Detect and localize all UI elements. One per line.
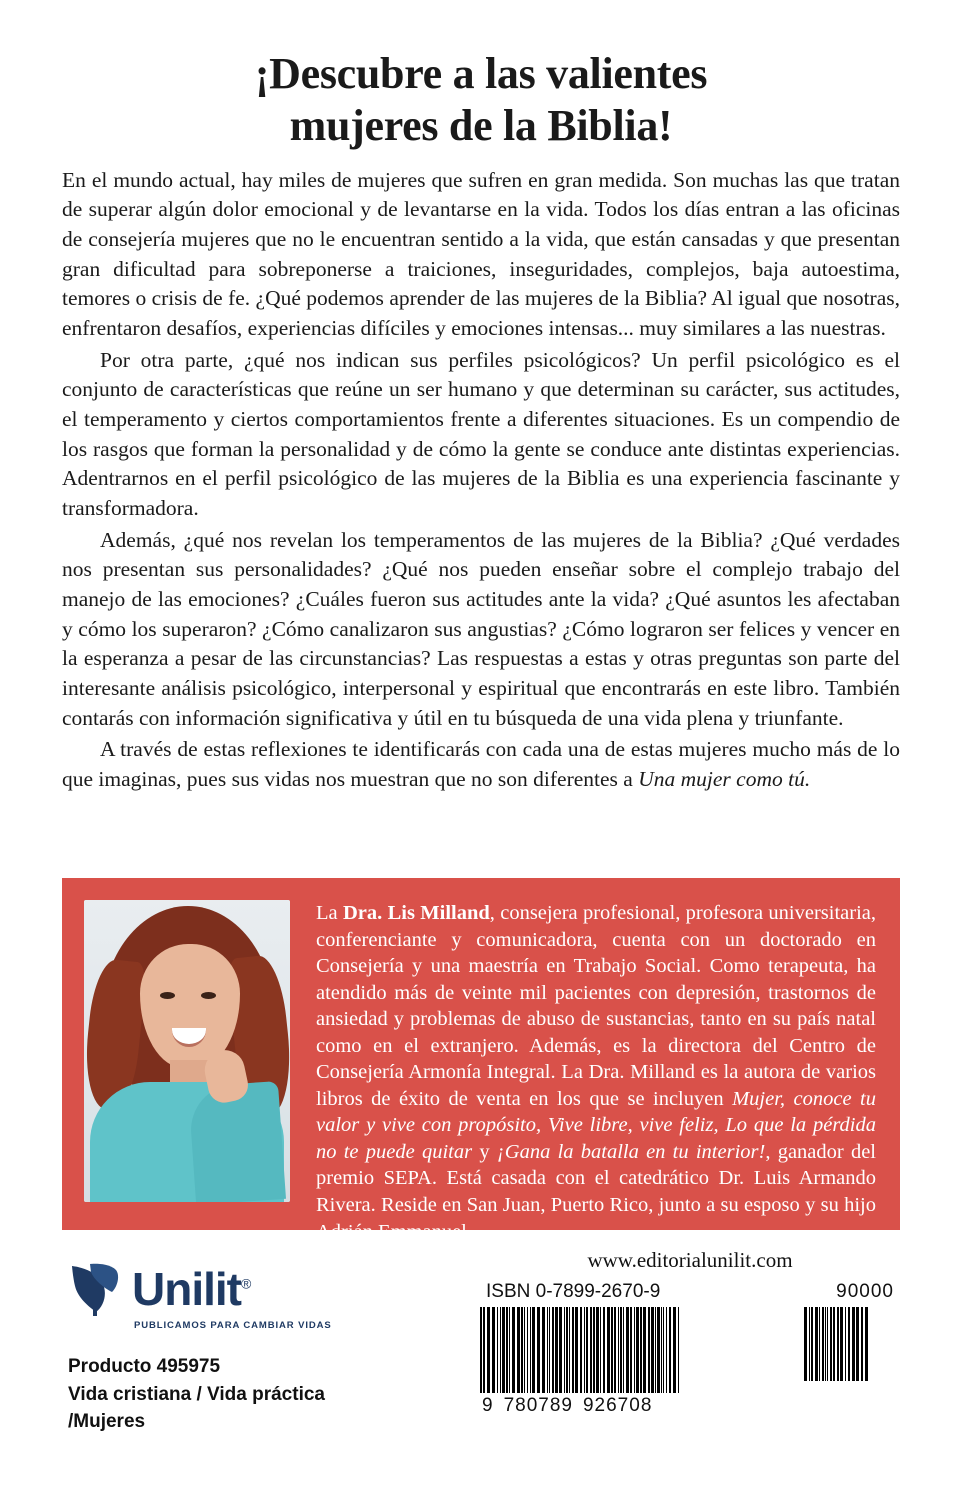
paragraph-4-text: A través de estas reflexiones te identificarás con cada una de estas mujeres mucho más de lo que imaginas, pues sus vidas nos muestran que no son diferentes a [62, 737, 900, 791]
paragraph-4 [62, 735, 900, 794]
headline-line-1: ¡Descubre a las valientes [254, 49, 708, 98]
publisher-block [68, 1260, 398, 1436]
author-portrait-image [84, 900, 290, 1202]
unilit-leaf-icon [68, 1260, 122, 1318]
footer [0, 1248, 962, 1500]
publisher-name: Unilit [132, 1263, 241, 1315]
isbn-block [480, 1248, 900, 1417]
author-bio-band [62, 878, 900, 1243]
bio-middle: , consejera profesional, profesora universitaria, conferenciante y comunicadora, cuenta con un doctorado en Consejería y una maestría en Trabajo Social. Como terapeuta, ha atendido más de veinte mil pacientes con depresión, trastornos de ansiedad y problemas de abuso de sustancias, tanto en su país natal como en el extranjero. Además, es la directora del Centro de Consejería Armonía Integral. La Dra. Milland es la autora de varios libros de éxito de venta en los que se incluyen [316, 902, 876, 1110]
book-titles-list-1: Mujer, conoce tu valor y vive con propósito, Vive libre, vive feliz, Lo que la pérdida no te puede quitar [316, 1087, 876, 1163]
product-info [68, 1353, 398, 1436]
barcode-group [480, 1307, 900, 1417]
ean5-addon-barcode [804, 1307, 900, 1381]
book-titles-list-2: ¡Gana la batalla en tu interior! [496, 1140, 766, 1163]
ean-group-1: 780789 [503, 1395, 573, 1416]
registered-mark: ® [240, 1275, 251, 1292]
ean-group-2: 926708 [582, 1395, 653, 1416]
paragraph-2: Por otra parte, ¿qué nos indican sus perfiles psicológicos? Un perfil psicológico es el conjunto de características que reúne un ser humano y que determinan su carácter, sus actitudes, el temperamento y ciertos comportamientos frente a diferentes situaciones. Es un compendio de los rasgos que forman la personalidad y de cómo la gente se conduce ante distintas experiencias. Adentrarnos en el perfil psicológico de las mujeres de la Biblia es una experiencia fascinante y transformadora. [62, 347, 900, 521]
page-title [0, 0, 962, 158]
publisher-website[interactable]: www.editorialunilit.com [587, 1248, 793, 1272]
bio-conjunction: y [472, 1140, 497, 1163]
product-category-2: /Mujeres [68, 1411, 146, 1433]
ean13-barcode [480, 1307, 780, 1417]
bio-suffix: , ganador del premio SEPA. Está casada con el catedrático Dr. Luis Armando Rivera. Reside en San Juan, Puerto Rico, junto a su esposo y su hijo Adrián Emmanuel. [316, 1140, 876, 1243]
bio-prefix: La [316, 902, 343, 924]
paragraph-1: En el mundo actual, hay miles de mujeres que sufren en gran medida. Son muchas las que tratan de superar algún dolor emocional y de levantarse en la vida. Todos los días entran a las oficinas de consejería mujeres que no le encuentran sentido a la vida, que están cansadas y que presentan gran dificultad para sobreponerse a traiciones, inseguridades, complejos, baja autoestima, temores o crisis de fe. ¿Qué podemos aprender de las mujeres de la Biblia? Al igual que nosotras, enfrentaron desafíos, experiencias difíciles y emociones intensas... muy similares a las nuestras. [62, 167, 900, 341]
headline-line-2: mujeres de la Biblia! [289, 100, 673, 150]
author-photo-container [62, 878, 290, 1202]
price-addon-code: 90000 [836, 1281, 894, 1302]
book-title-reference: Una mujer como tú. [638, 766, 811, 791]
publisher-wordmark [132, 1263, 251, 1315]
isbn-number: ISBN 0-7899-2670-9 [486, 1281, 661, 1302]
description-text [0, 158, 962, 795]
author-bio-text [290, 878, 900, 1255]
author-name: Dra. Lis Milland [342, 902, 490, 924]
paragraph-3: Además, ¿qué nos revelan los temperamentos de las mujeres de la Biblia? ¿Qué verdades nos presentan sus personalidades? ¿Qué nos pueden enseñar sobre el complejo trabajo del manejo de las emociones? ¿Cuáles fueron sus actitudes ante la vida? ¿Qué asuntos les afectaban y cómo los superaron? ¿Cómo canalizaron sus angustias? ¿Cómo lograron ser felices y vencer en la esperanza a pesar de las circunstancias? Las respuestas a estas y otras preguntas son parte del interesante análisis psicológico, interpersonal y espiritual que encontrarás en este libro. También contarás con información significativa y útil en tu búsqueda de una vida plena y triunfante. [62, 527, 900, 730]
product-category-1: Vida cristiana / Vida práctica [68, 1383, 325, 1405]
ean-prefix-digit: 9 [482, 1395, 494, 1416]
product-code: Producto 495975 [68, 1356, 221, 1377]
publisher-tagline: PUBLICAMOS PARA CAMBIAR VIDAS [134, 1320, 332, 1331]
